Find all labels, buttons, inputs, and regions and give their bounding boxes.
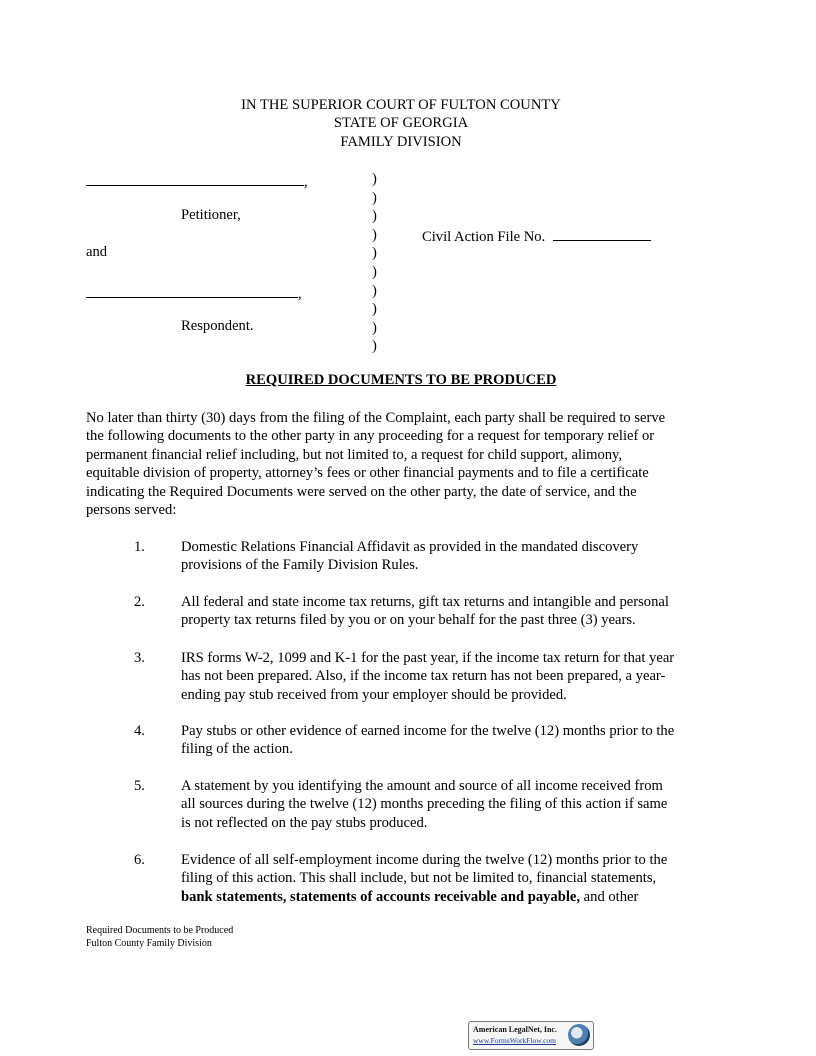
item-line: ending pay stub received from your employer should be provided. [181, 686, 567, 703]
paren-mark: ) [372, 319, 377, 336]
paren-mark: ) [372, 189, 377, 206]
item-number: 3. [134, 650, 145, 666]
respondent-name-field[interactable] [86, 283, 302, 303]
civil-action-field [422, 226, 651, 246]
item-line: all sources during the twelve (12) months preceding the filing of this action if same [181, 796, 668, 813]
list-item [181, 777, 741, 832]
respondent-comma: , [298, 286, 302, 302]
respondent-name-blank[interactable] [86, 283, 298, 298]
item-number: 4. [134, 723, 145, 739]
caption-divider [372, 170, 384, 356]
document-title: REQUIRED DOCUMENTS TO BE PRODUCED [245, 372, 557, 388]
item-line: provisions of the Family Division Rules. [181, 557, 419, 574]
paren-mark: ) [372, 263, 377, 280]
item-number: 2. [134, 594, 145, 610]
globe-icon [568, 1024, 590, 1046]
list-item [181, 722, 741, 759]
paren-mark: ) [372, 282, 377, 299]
civil-action-label: Civil Action File No. [422, 229, 546, 245]
paren-mark: ) [372, 208, 377, 225]
and-label: and [86, 244, 108, 260]
paren-mark: ) [372, 245, 377, 262]
item-line: Domestic Relations Financial Affidavit as provided in the mandated discovery [181, 539, 639, 555]
bold-phrase: bank statements, statements of accounts receivable and payable, [181, 888, 581, 905]
intro-line: equitable division of property, attorney’s fees or other financial payments and to file a certificate [86, 465, 649, 482]
intro-line: the following documents to the other party in any proceeding for a request for temporary relief or [86, 428, 655, 445]
intro-line: persons served: [86, 502, 177, 519]
paren-mark: ) [372, 226, 377, 243]
intro-line: permanent financial relief including, but not limited to, a request for child support, alimony, [86, 446, 623, 463]
respondent-label: Respondent. [181, 318, 254, 334]
item-line: filing of the action. [181, 741, 293, 758]
item-line: IRS forms W-2, 1099 and K-1 for the past year, if the income tax return for that year [181, 650, 675, 666]
item-line: All federal and state income tax returns, gift tax returns and intangible and personal [181, 594, 669, 610]
petitioner-label: Petitioner, [181, 207, 241, 223]
list-item [181, 851, 741, 906]
paren-mark: ) [372, 171, 377, 187]
paren-mark: ) [372, 301, 377, 318]
item-line: property tax returns filed by you or on your behalf for the past three (3) years. [181, 612, 636, 629]
list-item [181, 649, 741, 704]
page-footer [86, 925, 233, 950]
state-heading: STATE OF GEORGIA [333, 115, 469, 131]
footer-line: Fulton County Family Division [86, 937, 212, 949]
list-item [181, 593, 741, 630]
petitioner-name-field[interactable] [86, 171, 308, 191]
vendor-logo[interactable] [468, 1021, 594, 1050]
item-line: Pay stubs or other evidence of earned income for the twelve (12) months prior to the [181, 723, 675, 739]
intro-line: No later than thirty (30) days from the filing of the Complaint, each party shall be required to serve [86, 410, 666, 426]
logo-company-name: American LegalNet, Inc. [473, 1025, 557, 1034]
logo-url-link[interactable]: www.FormsWorkFlow.com [473, 1036, 557, 1045]
court-heading: IN THE SUPERIOR COURT OF FULTON COUNTY [241, 97, 561, 113]
item-line: has not been prepared. Also, if the income tax return has not been prepared, a year- [181, 668, 666, 685]
item-line-mixed [181, 888, 741, 906]
item-number: 1. [134, 539, 145, 555]
item-line: Evidence of all self-employment income during the twelve (12) months prior to the [181, 852, 668, 868]
list-item [181, 538, 741, 575]
petitioner-name-blank[interactable] [86, 171, 304, 186]
petitioner-comma: , [304, 174, 308, 190]
item-line-tail: and other [580, 888, 639, 905]
item-line: A statement by you identifying the amount and source of all income received from [181, 778, 663, 794]
intro-paragraph [86, 409, 746, 519]
footer-line: Required Documents to be Produced [86, 925, 234, 936]
item-line: filing of this action. This shall include, but not be limited to, financial statements, [181, 870, 657, 887]
item-number: 6. [134, 852, 145, 868]
paren-mark: ) [372, 338, 377, 355]
item-line: is not reflected on the pay stubs produced. [181, 814, 428, 831]
division-heading: FAMILY DIVISION [340, 134, 462, 150]
item-number: 5. [134, 778, 145, 794]
civil-action-number-blank[interactable] [553, 226, 651, 241]
intro-line: indicating the Required Documents were served on the other party, the date of service, and the [86, 483, 637, 500]
